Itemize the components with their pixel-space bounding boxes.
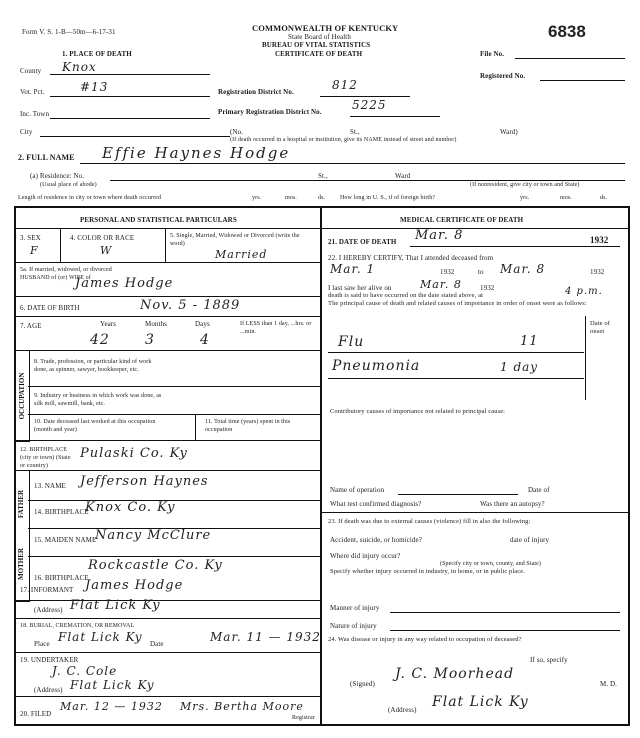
mother-vertical: MOTHER [17,548,25,580]
where-label: Where did injury occur? [330,552,401,560]
mother-name-value: Nancy McClure [95,528,212,543]
husband-label: 5a. If married, widowed, or divorced HUSBAND of (or) WIFE of [20,267,112,281]
if-so-label: If so, specify [530,656,568,664]
undertaker-value: J. C. Cole [52,664,118,678]
father-vertical: FATHER [17,489,25,519]
age-days: 4 [200,332,210,348]
nature-label: Nature of injury [330,622,377,630]
test-label: What test confirmed diagnosis? [330,500,422,508]
father-name-value: Jefferson Haynes [80,474,209,489]
attended-to-year: 1932 [590,268,605,276]
state-title: COMMONWEALTH OF KENTUCKY [252,23,399,33]
mother-bp-label: 16. BIRTHPLACE [34,574,89,582]
county-label: County [20,67,42,75]
years-label: Years [100,320,117,328]
operation-label: Name of operation [330,486,385,494]
single-label: 5. Single, Married, Widowed or Divorced (write the word) [170,233,300,247]
less-label: If LESS than 1 day, ...hrs. or ...min. [240,321,312,335]
accident-label: Accident, suicide, or homicide? [330,536,422,544]
burial-label: 18. BURIAL, CREMATION, OR REMOVAL [20,623,135,629]
residence-st: St., [318,172,328,180]
personal-heading: PERSONAL AND STATISTICAL PARTICULARS [80,216,237,224]
last-alive-year: 1932 [480,284,495,292]
date-of-death-label: 21. DATE OF DEATH [328,238,397,246]
ds2-label: ds. [600,195,608,201]
informant-label: 17. INFORMANT [20,586,74,594]
attended-to: Mar. 8 [500,262,546,276]
burial-date-label: Date [150,640,164,648]
file-label: File No. [480,50,505,58]
primary-label: Primary Registration District No. [218,108,322,116]
burial-place-label: Place [34,640,50,648]
vot-value: #13 [80,80,109,94]
marital-value: Married [215,248,268,261]
usual-abode: (Usual place of abode) [40,182,97,188]
physician-address-label: (Address) [388,706,417,714]
informant-address: Flat Lick Ky [70,598,161,613]
dob-value: Nov. 5 - 1889 [140,298,241,313]
injury-date-label: date of injury [510,536,550,544]
onset-label: Date of onset [590,320,611,335]
birthplace-value: Pulaski Co. Ky [80,446,188,461]
occupation-vertical: OCCUPATION [18,372,26,420]
autopsy-label: Was there an autopsy? [480,500,545,508]
birthplace-label: 12. BIRTHPLACE (city or town) (State or country) [20,447,71,469]
cause-2-duration: 1 day [500,360,539,374]
md-label: M. D. [600,680,618,688]
ward-label: Ward) [500,128,518,136]
form-number: Form V. S. 1-B—50m—6-17-31 [22,28,116,36]
days-label: Days [195,320,210,328]
registered-label: Registered No. [480,72,526,80]
disease-label: 24. Was disease or injury in any way related to occupation of deceased? [328,636,522,643]
cause-label: The principal cause of death and related causes of importance in order of onset were as follows: [328,300,587,307]
occupation-label: 8. Trade, profession, or particular kind of work done, as spinner, sawyer, bookkeeper, etc. [34,359,152,373]
death-time: 4 p.m. [565,286,603,297]
board-title: State Board of Health [288,33,351,41]
dob-label: 6. DATE OF BIRTH [20,304,80,312]
age-years: 42 [90,332,110,348]
age-label: 7. AGE [20,322,42,330]
undertaker-address-label: (Address) [34,686,63,694]
mother-name-label: 15. MAIDEN NAME [34,536,97,544]
informant-value: James Hodge [85,578,184,593]
length-residence: Length of residence in city or town where death occurred [18,195,162,201]
sex-label: 3. SEX [20,234,41,242]
months-label: Months [145,320,167,328]
no-label: (No. [230,128,244,136]
burial-place: Flat Lick Ky [58,630,143,644]
full-name-label: 2. FULL NAME [18,153,75,162]
city-label: City [20,128,33,136]
where-note: (Specify city or town, county, and State) [440,561,542,567]
informant-address-label: (Address) [34,606,63,614]
yrs2-label: yrs. [520,195,530,201]
cause-1-duration: 11 [520,334,539,349]
registrar-label: Registrar [292,715,315,721]
filed-label: 20. FILED [20,710,52,718]
filed-value: Mar. 12 — 1932 [60,700,163,713]
attended-from: Mar. 1 [330,262,376,276]
physician-signature: J. C. Moorhead [395,666,515,682]
attended-to-label: to [478,268,484,276]
ds-label: ds. [318,195,326,201]
bureau-title: BUREAU OF VITAL STATISTICS [262,41,371,49]
residence-label: (a) Residence: No. [30,172,85,180]
cause-1: Flu [338,334,365,350]
father-name-label: 13. NAME [34,482,66,490]
mother-bp-value: Rockcastle Co. Ky [88,558,223,573]
county-value: Knox [62,60,97,74]
specify-label: Specify whether injury occurred in industry, in home, or in public place. [330,568,525,575]
hospital-note: (If death occurred in a hospital or institution, give its NAME instead of street and number) [230,137,457,143]
undertaker-label: 19. UNDERTAKER [20,656,79,664]
primary-value: 5225 [352,98,387,112]
date-of-death-value: Mar. 8 [415,228,464,243]
manner-label: Manner of injury [330,604,380,612]
reg-district-value: 812 [332,78,358,92]
last-alive-label: I last saw her alive on [328,284,392,292]
father-bp-label: 14. BIRTHPLACE [34,508,89,516]
certificate-number: 6838 [548,22,586,41]
color-value: W [100,244,113,257]
contributory-label: Contributory causes of importance not related to principal cause: [330,408,506,415]
burial-date: Mar. 11 — 1932 [210,630,321,644]
residence-ward: Ward [395,172,411,180]
nonres-note: (If nonresident, give city or town and State) [470,182,580,188]
undertaker-address: Flat Lick Ky [70,678,155,692]
death-year: 1932 [590,235,609,245]
signed-label: (Signed) [350,680,375,688]
full-name-value: Effie Haynes Hodge [102,144,291,162]
last-alive-value: Mar. 8 [420,278,462,291]
mos-label: mos. [285,195,297,201]
external-label: 23. If death was due to external causes (violence) fill in also the following: [328,518,531,525]
medical-heading: MEDICAL CERTIFICATE OF DEATH [400,216,524,224]
industry-label: 9. Industry or business in which work was done, as silk mill, sawmill, bank, etc. [34,393,162,407]
certificate-title: CERTIFICATE OF DEATH [275,50,363,58]
death-said-label: death is said to have occurred on the date stated above, at [328,292,483,299]
attended-from-year: 1932 [440,268,455,276]
husband-value: James Hodge [75,276,174,291]
certify-label: 22. I HEREBY CERTIFY, That I attended deceased from [328,254,494,262]
sex-value: F [30,244,39,257]
registrar-value: Mrs. Bertha Moore [180,700,304,713]
st-label: St., [350,128,360,136]
father-bp-value: Knox Co. Ky [85,500,176,515]
inc-town-label: Inc. Town [20,110,50,118]
yrs-label: yrs. [252,195,262,201]
color-label: 4. COLOR OR RACE [70,234,135,242]
mos2-label: mos. [560,195,572,201]
age-months: 3 [145,332,155,348]
physician-address: Flat Lick Ky [432,694,529,710]
total-time-label: 11. Total time (years) spent in this occupation [205,419,291,433]
reg-district-label: Registration District No. [218,88,294,96]
date-worked-label: 10. Date deceased last worked at this occupation (month and year) [34,419,156,433]
how-long-label: How long in U. S., if of foreign birth? [340,195,436,201]
date-of-label: Date of [528,486,550,494]
cause-2: Pneumonia [332,358,421,374]
place-heading: 1. PLACE OF DEATH [62,50,132,58]
vot-label: Vot. Pct. [20,88,45,96]
